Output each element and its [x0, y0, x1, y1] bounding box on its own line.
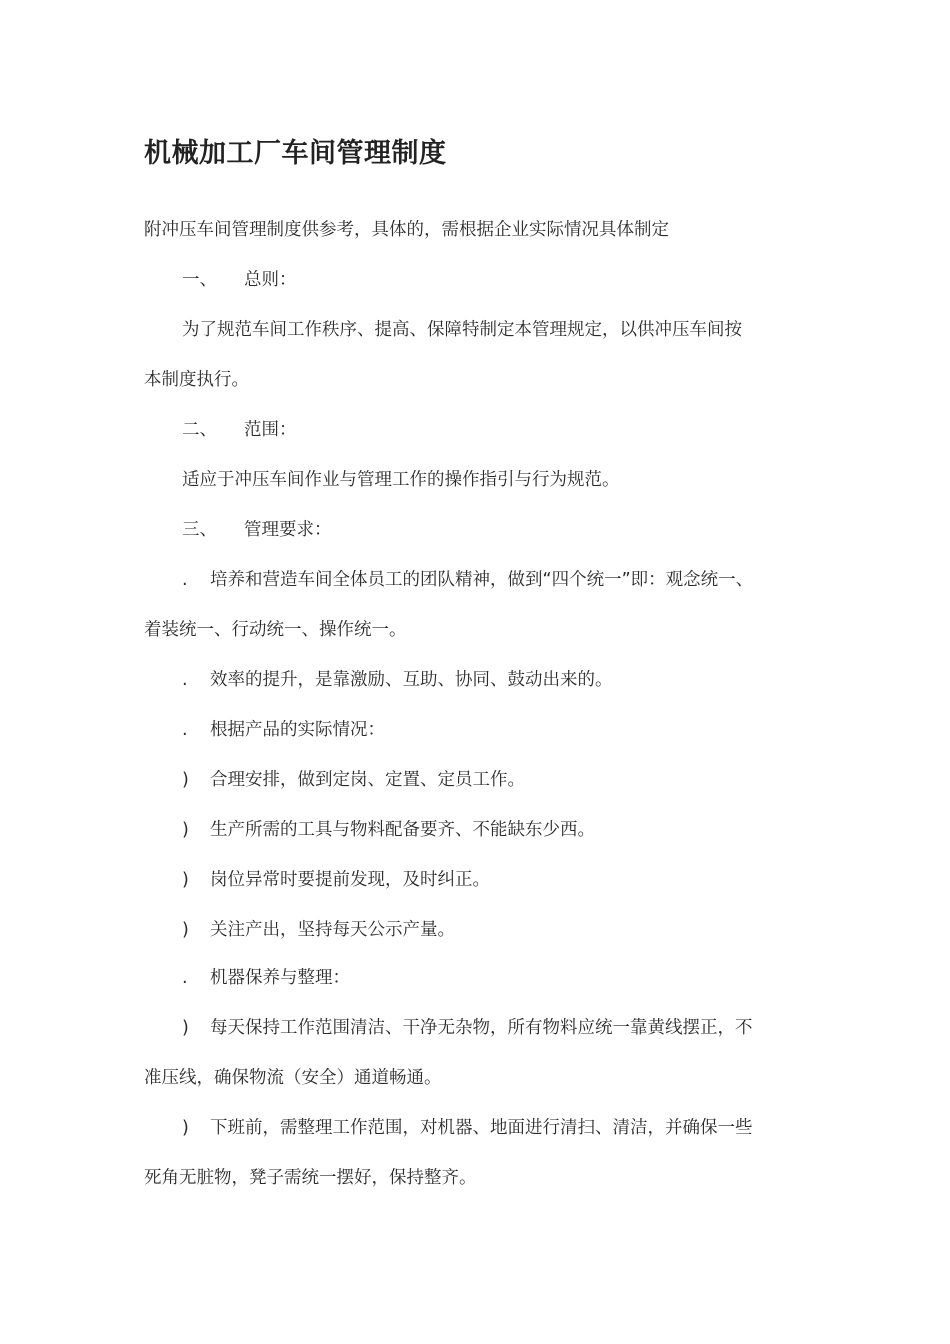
list-marker: ): [182, 920, 189, 940]
list-item-text: 下班前，需整理工作范围，对机器、地面进行清扫、清洁，并确保一些: [210, 1118, 753, 1138]
sub-list-item: [182, 768, 525, 792]
list-item-text: 关注产出，坚持每天公示产量。: [210, 920, 455, 940]
list-marker: .: [182, 670, 188, 690]
list-marker: ): [182, 1018, 189, 1038]
list-item: [182, 668, 613, 692]
list-marker: ): [182, 870, 189, 890]
list-item-text: 培养和营造车间全体员工的团队精神，做到“四个统一”即：观念统一、: [210, 570, 754, 590]
paragraph-line: 为了规范车间工作秩序、提高、保障特制定本管理规定，以供冲压车间按: [182, 320, 742, 340]
list-item-text: 合理安排，做到定岗、定置、定员工作。: [210, 770, 525, 790]
sub-list-item: [182, 918, 455, 942]
list-item-continuation: 死角无脏物，凳子需统一摆好，保持整齐。: [144, 1168, 477, 1188]
list-item-continuation: 着装统一、行动统一、操作统一。: [144, 620, 407, 640]
list-marker: ): [182, 1118, 189, 1138]
list-marker: .: [182, 968, 188, 988]
list-marker: .: [182, 570, 188, 590]
sub-list-item: [182, 818, 595, 842]
list-marker: ): [182, 770, 189, 790]
section-heading-general: [182, 268, 297, 292]
section-heading-text: 管理要求：: [244, 520, 332, 540]
list-item: [182, 568, 753, 592]
sub-list-item: [182, 1116, 753, 1140]
section-marker: 二、: [182, 420, 217, 440]
list-item: [182, 718, 385, 742]
paragraph-line: 本制度执行。: [144, 370, 249, 390]
section-heading-text: 范围：: [244, 420, 297, 440]
paragraph-line: 适应于冲压车间作业与管理工作的操作指引与行为规范。: [182, 470, 620, 490]
intro-text: 附冲压车间管理制度供参考，具体的，需根据企业实际情况具体制定: [144, 220, 669, 240]
section-marker: 三、: [182, 520, 217, 540]
section-marker: 一、: [182, 270, 217, 290]
list-item-text: 效率的提升，是靠激励、互助、协同、鼓动出来的。: [210, 670, 613, 690]
sub-list-item: [182, 1016, 753, 1040]
list-item: [182, 966, 350, 990]
list-item-text: 每天保持工作范围清洁、干净无杂物，所有物料应统一靠黄线摆正，不: [210, 1018, 753, 1038]
section-heading-scope: [182, 418, 297, 442]
document-title: 机械加工厂车间管理制度: [144, 138, 447, 169]
list-item-text: 岗位异常时要提前发现，及时纠正。: [210, 870, 490, 890]
section-heading-text: 总则：: [244, 270, 297, 290]
list-item-text: 生产所需的工具与物料配备要齐、不能缺东少西。: [210, 820, 595, 840]
list-marker: .: [182, 720, 188, 740]
list-item-text: 根据产品的实际情况：: [210, 720, 385, 740]
section-heading-requirements: [182, 518, 332, 542]
list-item-text: 机器保养与整理：: [210, 968, 350, 988]
list-marker: ): [182, 820, 189, 840]
list-item-continuation: 准压线，确保物流（安全）通道畅通。: [144, 1068, 442, 1088]
sub-list-item: [182, 868, 490, 892]
